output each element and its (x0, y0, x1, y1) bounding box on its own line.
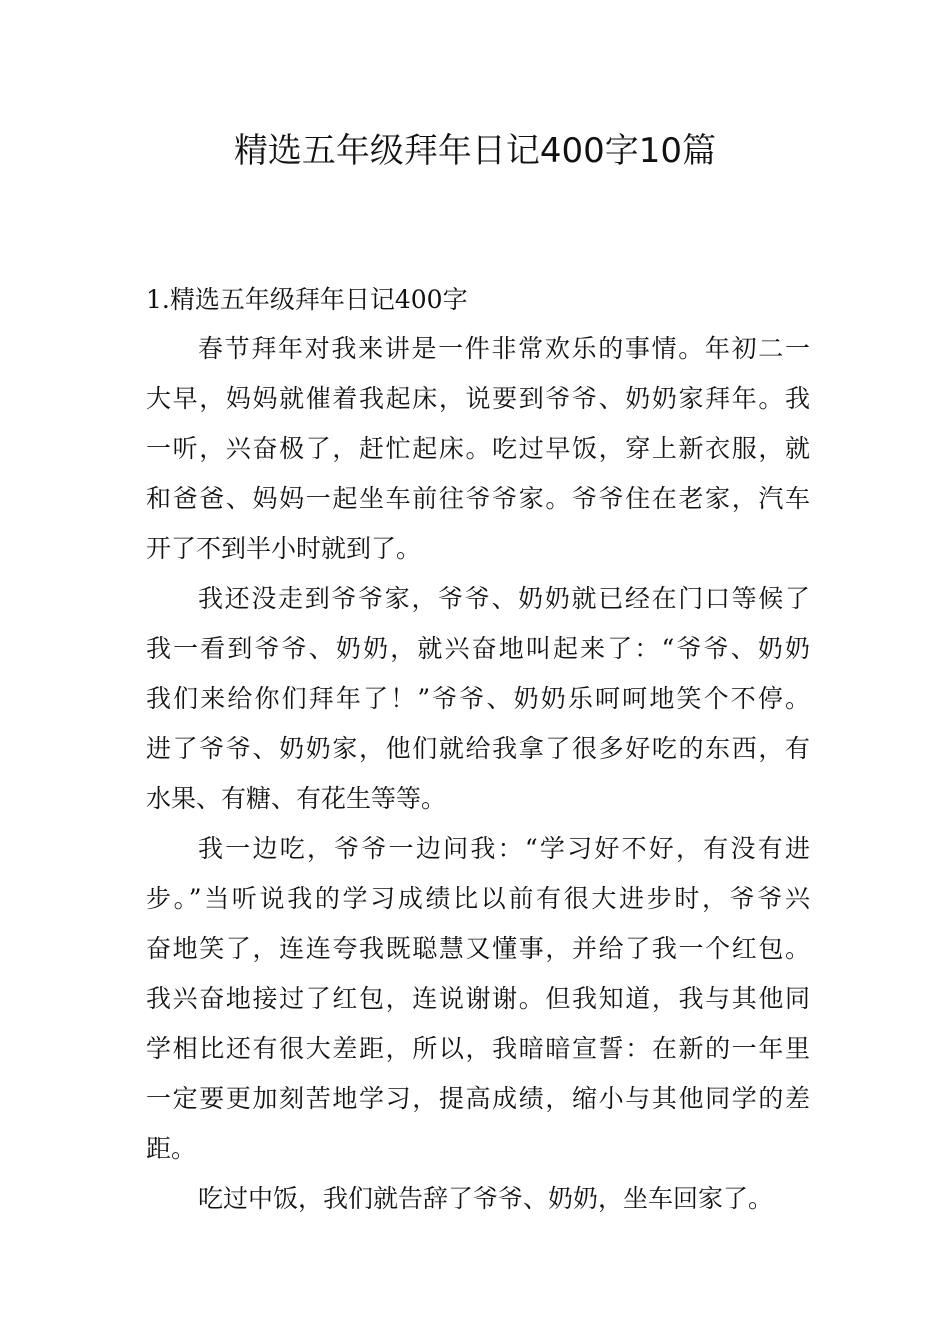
document-title: 精选五年级拜年日记400字10篇 (233, 131, 717, 171)
paragraph-line: 我兴奋地接过了红包，连说谢谢。但我知道，我与其他同 (146, 984, 810, 1013)
paragraph-line: 我一看到爷爷、奶奶，就兴奋地叫起来了：“爷爷、奶奶 (146, 634, 810, 663)
paragraph-line: 春节拜年对我来讲是一件非常欢乐的事情。年初二一 (198, 334, 810, 363)
paragraph-1 (146, 324, 810, 574)
paragraph-line: 大早，妈妈就催着我起床，说要到爷爷、奶奶家拜年。我 (146, 384, 810, 413)
paragraph-line: 进了爷爷、奶奶家，他们就给我拿了很多好吃的东西，有 (146, 734, 810, 763)
paragraph-line: 奋地笑了，连连夸我既聪慧又懂事，并给了我一个红包。 (146, 934, 810, 963)
paragraph-line: 和爸爸、妈妈一起坐车前往爷爷家。爷爷住在老家，汽车 (146, 484, 810, 513)
paragraph-line: 一听，兴奋极了，赶忙起床。吃过早饭，穿上新衣服，就 (146, 434, 810, 463)
paragraph-line: 学相比还有很大差距，所以，我暗暗宣誓：在新的一年里 (146, 1034, 810, 1063)
paragraph-line: 吃过中饭，我们就告辞了爷爷、奶奶，坐车回家了。 (198, 1184, 774, 1213)
paragraph-4 (146, 1174, 810, 1224)
paragraph-2 (146, 574, 810, 824)
paragraph-line: 一定要更加刻苦地学习，提高成绩，缩小与其他同学的差 (146, 1084, 810, 1113)
paragraph-line: 我们来给你们拜年了！”爷爷、奶奶乐呵呵地笑个不停。 (146, 684, 810, 713)
section-heading: 1.精选五年级拜年日记400字 (146, 285, 468, 314)
paragraph-line: 水果、有糖、有花生等等。 (146, 784, 447, 813)
document-body (146, 276, 810, 1224)
paragraph-3 (146, 824, 810, 1174)
paragraph-line: 距。 (146, 1134, 197, 1163)
paragraph-line: 开了不到半小时就到了。 (146, 534, 422, 563)
paragraph-line: 我一边吃，爷爷一边问我：“学习好不好，有没有进 (198, 834, 810, 863)
paragraph-line: 步。”当听说我的学习成绩比以前有很大进步时，爷爷兴 (146, 884, 810, 913)
paragraph-line: 我还没走到爷爷家，爷爷、奶奶就已经在门口等候了 (198, 584, 810, 613)
